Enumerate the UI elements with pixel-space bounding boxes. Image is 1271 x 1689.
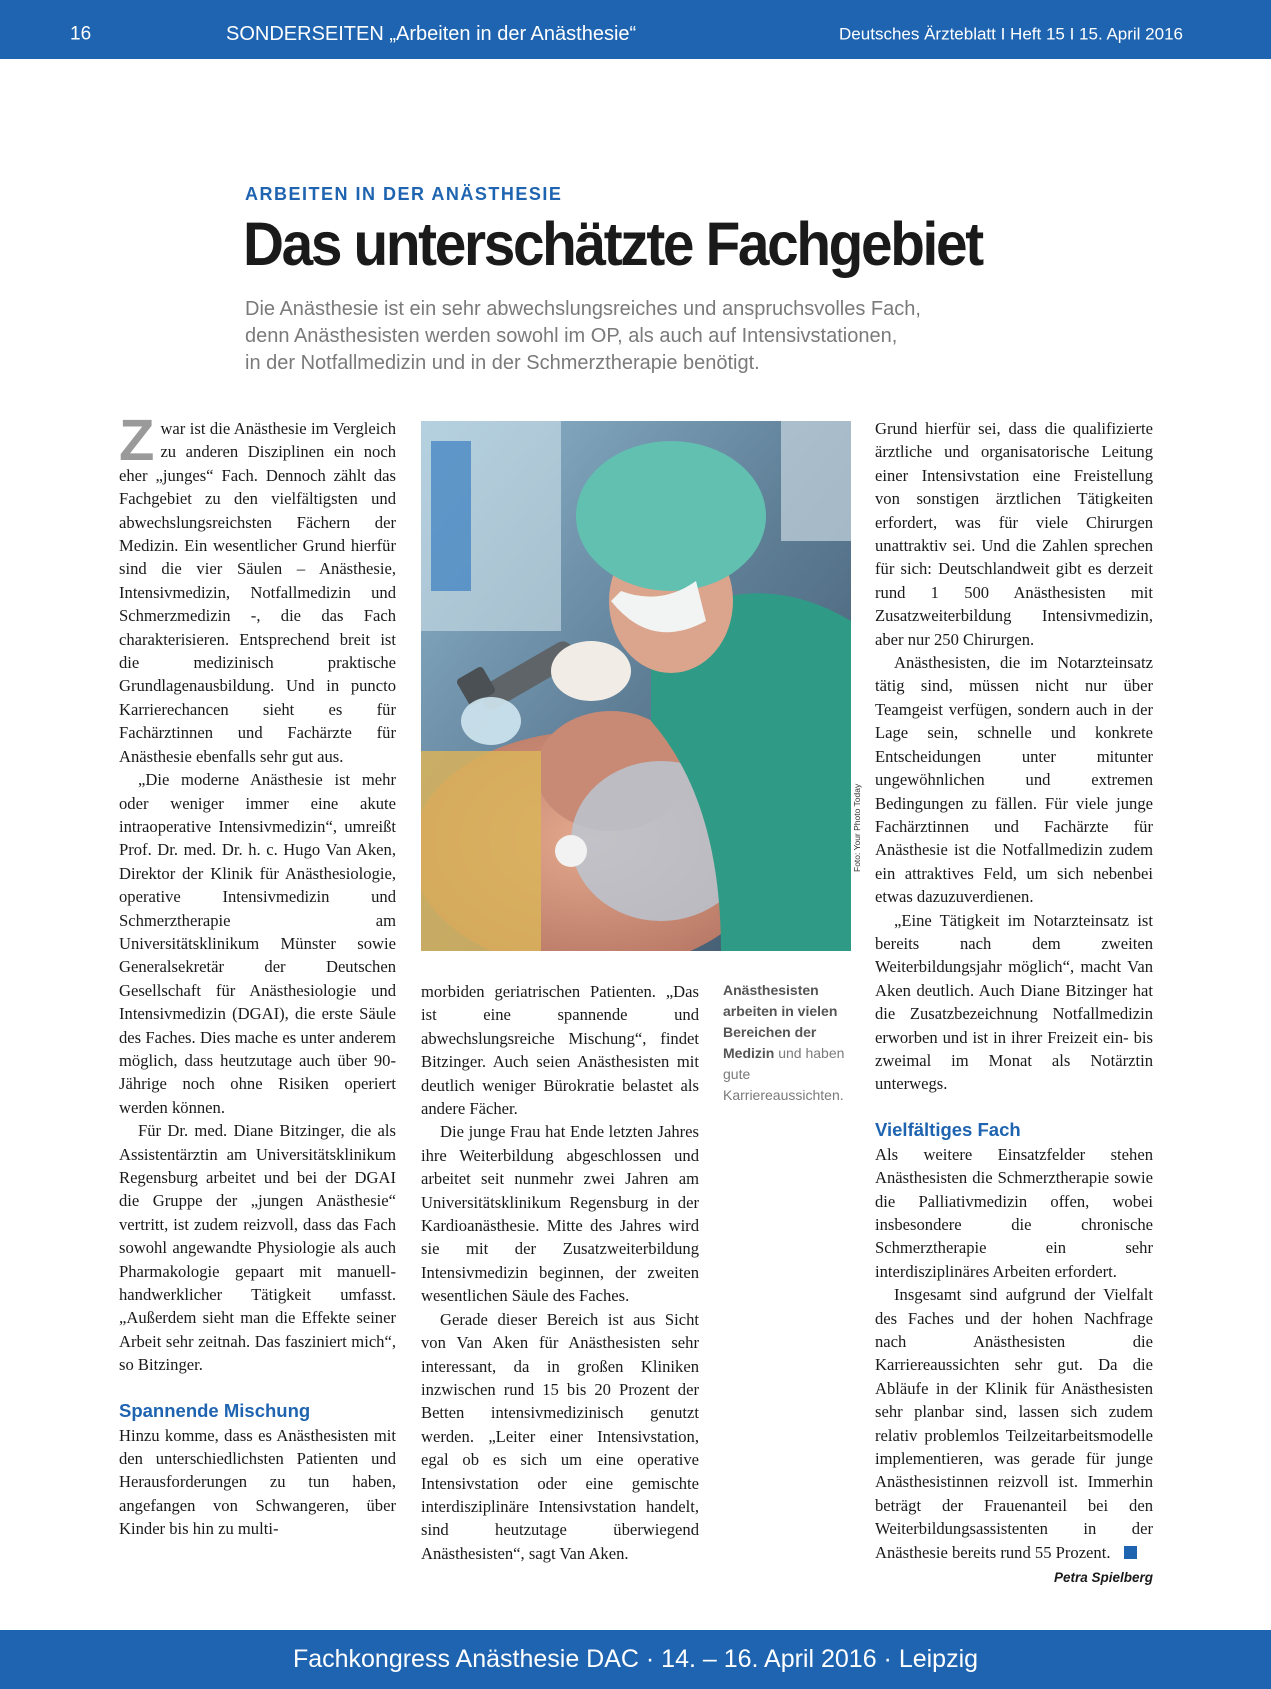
body-paragraph: Als weitere Einsatzfelder stehen Anästhesisten die Schmerztherapie sowie die Palliativmedizin offen, wobei insbesondere die chronische Schmerztherapie ein sehr interdisziplinäres Arbeiten erfordert. (875, 1144, 1153, 1281)
page-header (0, 0, 1271, 59)
article-photo (421, 421, 851, 951)
anesthesia-photo-illustration (421, 421, 851, 951)
section-title: SONDERSEITEN „Arbeiten in der Anästhesie“ (226, 23, 637, 45)
body-paragraph: morbiden geriatrischen Patienten. „Das ist eine spannende und abwechslungsreiche Mischung“, findet Bitzinger. Auch seien Anästhesisten mit deutlich weniger Bürokratie belastet als andere Fächer. (421, 982, 699, 1119)
footer-event-text: Fachkongress Anästhesie DAC · 14. – 16. April 2016 · Leipzig (292, 1645, 979, 1673)
body-paragraph: Hinzu komme, dass es Anästhesisten mit den unterschiedlichsten Patienten und Herausforderungen zu tun haben, angefangen von Schwangeren, über Kinder bis hin zu multi- (119, 1425, 396, 1539)
caption-text: und haben gute Karriereaussichten. (723, 1045, 845, 1103)
article-column-1 (119, 408, 396, 1541)
caption-bold: Anästhesisten arbeiten in vielen Bereichen der Medizin (723, 982, 838, 1061)
article-subtitle (245, 296, 1065, 377)
photo-credit: Foto: Your Photo Today (852, 783, 862, 872)
body-paragraph: „Eine Tätigkeit im Notarzteinsatz ist bereits nach dem zweiten Weiterbildungsjahr möglich“, macht Van Aken deutlich. Auch Diane Bitzinger hat die Zusatzbezeichnung Notfallmedizin erworben und ist in ihrer Freizeit ein- bis zweimal im Monat als Notärztin unterwegs. (875, 910, 1153, 1094)
subtitle-line: in der Notfallmedizin und in der Schmerztherapie benötigt. (245, 352, 760, 374)
section-subhead: Spannende Mischung (119, 1399, 311, 1421)
article-column-2 (421, 980, 699, 1565)
section-subhead: Vielfältiges Fach (875, 1118, 1021, 1140)
body-paragraph: Gerade dieser Bereich ist aus Sicht von Van Aken für Anästhesisten sehr interessant, da in großen Kliniken inzwischen rund 15 bis 20 Prozent der Betten intensivmedizinisch genutzt werden. „Leiter einer Intensivstation, egal ob es sich um eine operative Intensivstation oder eine gemischte interdisziplinäre Intensivstation handelt, sind heutzutage überwiegend Anästhesisten“, sagt Van Aken. (421, 1309, 699, 1563)
body-paragraph: Die junge Frau hat Ende letzten Jahres ihre Weiterbildung abgeschlossen und arbeitet seit nunmehr zwei Jahren am Universitätsklinikum Regensburg in der Kardioanästhesie. Mitte des Jahres wird sie mit der Zusatzweiterbildung Intensivmedizin beginnen, der zweiten wesentlichen Säule des Faches. (421, 1122, 699, 1306)
body-paragraph: Für Dr. med. Diane Bitzinger, die als Assistentärztin am Universitätsklinikum Regensburg arbeitet und bei der DGAI die Gruppe der „jungen Anästhesie“ vertritt, ist zudem reizvoll, dass das Fach sowohl angewandte Physiologie als auch Pharmakologie gepaart mit manuell-handwerklicher Tätigkeit umfasst. „Außerdem sieht man die Effekte seiner Arbeit sehr zeitnah. Das fasziniert mich“, so Bitzinger. (119, 1121, 396, 1375)
page-footer (0, 1630, 1271, 1689)
paragraph-text: Insgesamt sind aufgrund der Vielfalt des Faches und der hohen Nachfrage nach Anästhesisten die Karriereaussichten sehr gut. Da die Abläufe in der Klinik für Anästhesisten sehr planbar sind, lassen sich zudem relativ problemlos Teilzeitarbeitsmodelle implementieren, was gerade für junge Anästhesistinnen reizvoll ist. Immerhin beträgt der Frauenanteil bei den Weiterbildungsassistenten in der Anästhesie bereits rund 55 Prozent. (875, 1285, 1153, 1562)
subtitle-line: Die Anästhesie ist ein sehr abwechslungsreiches und anspruchsvolles Fach, (245, 298, 921, 320)
page-number: 16 (70, 23, 92, 45)
photo-caption (723, 980, 855, 1106)
body-paragraph (875, 1283, 1153, 1564)
body-paragraph: Anästhesisten, die im Notarzteinsatz tätig sind, müssen nicht nur über Teamgeist verfügen, sondern auch in der Lage sein, schnelle und konkrete Entscheidungen unter mitunter ungewöhnlichen und extremen Bedingungen zu fällen. Für viele junge Fachärztinnen und Fachärzte für Anästhesie ist die Notfallmedizin zudem ein attraktives Feld, um sich nebenbei etwas dazuzuverdienen. (875, 653, 1153, 907)
body-paragraph: Grund hierfür sei, dass die qualifizierte ärztliche und organisatorische Leitung einer Intensivstation eine Freistellung von sonstigen ärztlichen Tätigkeiten erfordert, was für viele Chirurgen unattraktiv sei. Und die Zahlen sprechen für sich: Deutschlandweit gibt es derzeit rund 1 500 Anästhesisten mit Zusatzweiterbildung Intensivmedizin, aber nur 250 Chirurgen. (875, 419, 1153, 649)
drop-cap: Z (119, 408, 155, 473)
subtitle-line: denn Anästhesisten werden sowohl im OP, als auch auf Intensivstationen, (245, 325, 898, 347)
article-kicker: ARBEITEN IN DER ANÄSTHESIE (245, 184, 563, 204)
end-mark-icon (1124, 1546, 1137, 1559)
body-paragraph (119, 408, 396, 768)
article-title: Das unterschätzte Fachgebiet (243, 210, 982, 278)
paragraph-text: war ist die Anästhesie im Vergleich zu anderen Disziplinen ein noch eher „junges“ Fach. Dennoch zählt das Fachgebiet zu den vielfältigsten und abwechslungsreichsten Fächern der Medizin. Ein wesentlicher Grund hierfür sind die vier Säulen – Anästhesie, Intensivmedizin, Notfallmedizin und Schmerzmedizin -, die das Fach charakterisieren. Entsprechend breit ist die medizinisch praktische Grundlagenausbildung. Und in puncto Karrierechancen sieht es für Fachärztinnen und Fachärzte für Anästhesie ebenfalls sehr gut aus. (119, 419, 396, 766)
body-paragraph: „Die moderne Anästhesie ist mehr oder weniger immer eine akute intraoperative Intensivmedizin“, umreißt Prof. Dr. med. Dr. h. c. Hugo Van Aken, Direktor der Klinik für Anästhesiologie, operative Intensivmedizin und Schmerztherapie am Universitätsklinikum Münster sowie Generalsekretär der Deutschen Gesellschaft für Anästhesiologie und Intensivmedizin (DGAI), die erste Säule des Faches. Dies mache es unter anderem möglich, dass heutzutage auch über 90-Jährige noch ohne Risiken operiert werden können. (119, 770, 396, 1117)
article-column-3 (875, 417, 1153, 1590)
author-name: Petra Spielberg (1053, 1570, 1153, 1586)
journal-issue: Deutsches Ärzteblatt I Heft 15 I 15. April 2016 (839, 24, 1183, 44)
